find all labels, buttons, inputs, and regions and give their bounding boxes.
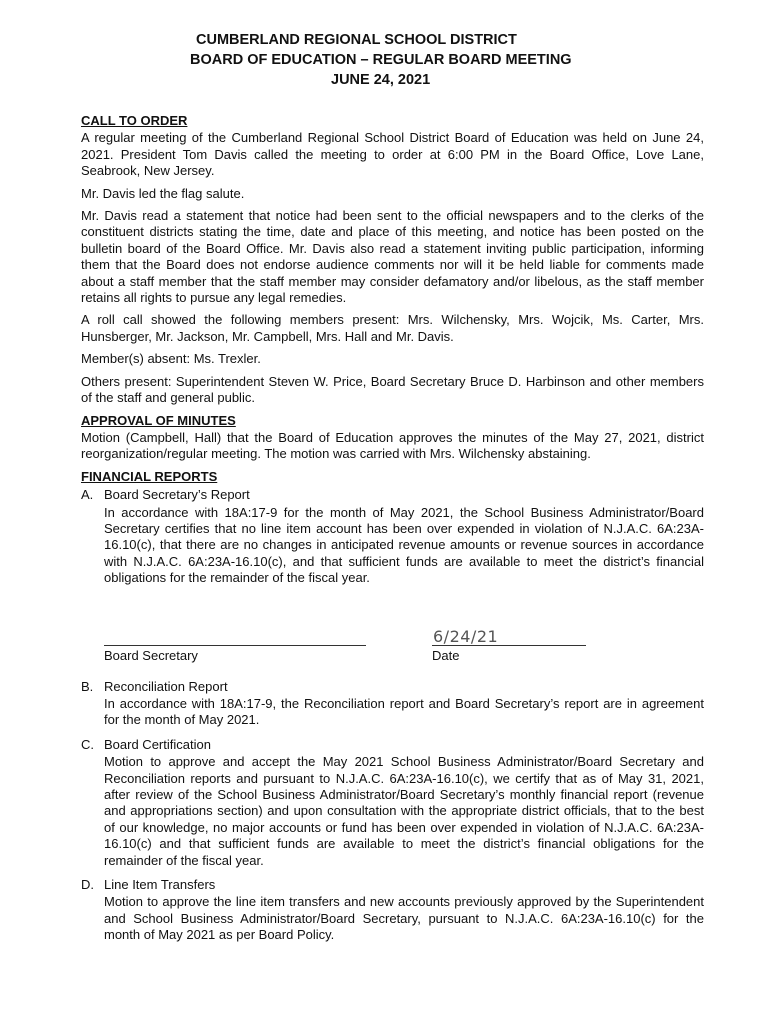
item-letter: B. [81, 678, 94, 694]
others-present-paragraph: Others present: Superintendent Steven W. Price, Board Secretary Bruce D. Harbinson and other members of the staff and general public. [81, 373, 704, 406]
document-body [81, 113, 704, 950]
item-letter: C. [81, 736, 94, 752]
document-header [0, 30, 770, 90]
flag-salute-paragraph: Mr. Davis led the flag salute. [81, 185, 245, 201]
signature-block [81, 615, 704, 673]
header-district-name: CUMBERLAND REGIONAL SCHOOL DISTRICT [196, 32, 517, 48]
item-text: Motion to approve and accept the May 2021 School Business Administrator/Board Secretary and Reconciliation reports and pursuant to N.J.A.C. 6A:23A-16.10(c), we certify that as of May 31, 2021, after review of the School Business Administrator/Board Secretary’s monthly financial report (revenue and appropriations section) and upon consultation with the appropriate district officials, that to the best of our knowledge, no major accounts or fund has been over expended in violation of N.J.A.C. 6A:23A-16.10(c) and that sufficient funds are available to meet the district’s financial obligations for the remainder of the fiscal year. [104, 754, 704, 868]
section-heading-approval-of-minutes: APPROVAL OF MINUTES [81, 412, 236, 428]
item-text: Motion to approve the line item transfers and new accounts previously approved by the Superintendent and School Business Administrator/Board Secretary, pursuant to N.J.A.C. 6A:23A-16.10(c) for the month of May 2021 as per Board Policy. [104, 894, 704, 943]
item-body [104, 737, 704, 875]
section-heading-financial-reports: FINANCIAL REPORTS [81, 468, 218, 484]
item-body [104, 487, 704, 592]
item-letter: D. [81, 877, 94, 893]
item-letter: A. [81, 487, 94, 503]
item-title: Reconciliation Report [104, 678, 228, 694]
notice-statement-paragraph: Mr. Davis read a statement that notice had been sent to the official newspapers and to the clerks of the constituent districts stating the time, date and place of this meeting, and notice has been posted on the bulletin board of the Board Office. Mr. Davis also read a statement inviting public participation, informing them that the Board does not endorse audience comments nor will it be held liable for comments made about a staff member that the staff member may consider defamatory and/or libelous, as the staff member retains all rights to pursue any legal remedies. [81, 208, 704, 306]
financial-item-c [81, 737, 704, 875]
signature-label: Board Secretary [104, 647, 198, 663]
item-title: Board Certification [104, 736, 211, 752]
financial-item-a [81, 487, 704, 592]
date-label: Date [432, 647, 460, 663]
signature-line [104, 645, 366, 646]
roll-call-paragraph: A roll call showed the following members present: Mrs. Wilchensky, Mrs. Wojcik, Ms. Carter, Mrs. Hunsberger, Mr. Jackson, Mr. Campbell, Mrs. Hall and Mr. Davis. [81, 312, 704, 344]
financial-item-d [81, 877, 704, 950]
item-title: Board Secretary’s Report [104, 487, 250, 503]
item-text: In accordance with 18A:17-9, the Reconciliation report and Board Secretary’s report are in agreement for the month of May 2021. [104, 695, 704, 728]
item-body [104, 679, 704, 735]
section-heading-call-to-order: CALL TO ORDER [81, 113, 188, 128]
item-body [104, 877, 704, 950]
header-meeting-title: BOARD OF EDUCATION – REGULAR BOARD MEETING [190, 52, 572, 68]
date-line [432, 645, 586, 646]
members-absent-paragraph: Member(s) absent: Ms. Trexler. [81, 351, 261, 367]
item-title: Line Item Transfers [104, 877, 216, 893]
item-text: In accordance with 18A:17-9 for the month of May 2021, the School Business Administrator/Board Secretary certifies that no line item account has been over expended in violation of N.J.A.C. 6A:23A-16.10(c), that there are no changes in anticipated revenue amounts or revenue sources in accordance with N.J.A.C. 6A:23A-16.10(c), and that sufficient funds are available to meet the district’s financial obligations for the remainder of the fiscal year. [104, 504, 704, 586]
approval-of-minutes-paragraph: Motion (Campbell, Hall) that the Board of Education approves the minutes of the May 27, 2021, district reorganization/regular meeting. The motion was carried with Mrs. Wilchensky abstaining. [81, 429, 704, 462]
financial-item-b [81, 679, 704, 735]
header-meeting-date: JUNE 24, 2021 [331, 72, 431, 88]
handwritten-date: 6/24/21 [433, 626, 499, 646]
call-to-order-paragraph: A regular meeting of the Cumberland Regional School District Board of Education was held on June 24, 2021. President Tom Davis called the meeting to order at 6:00 PM in the Board Office, Love Lane, Seabrook, New Jersey. [81, 130, 704, 179]
